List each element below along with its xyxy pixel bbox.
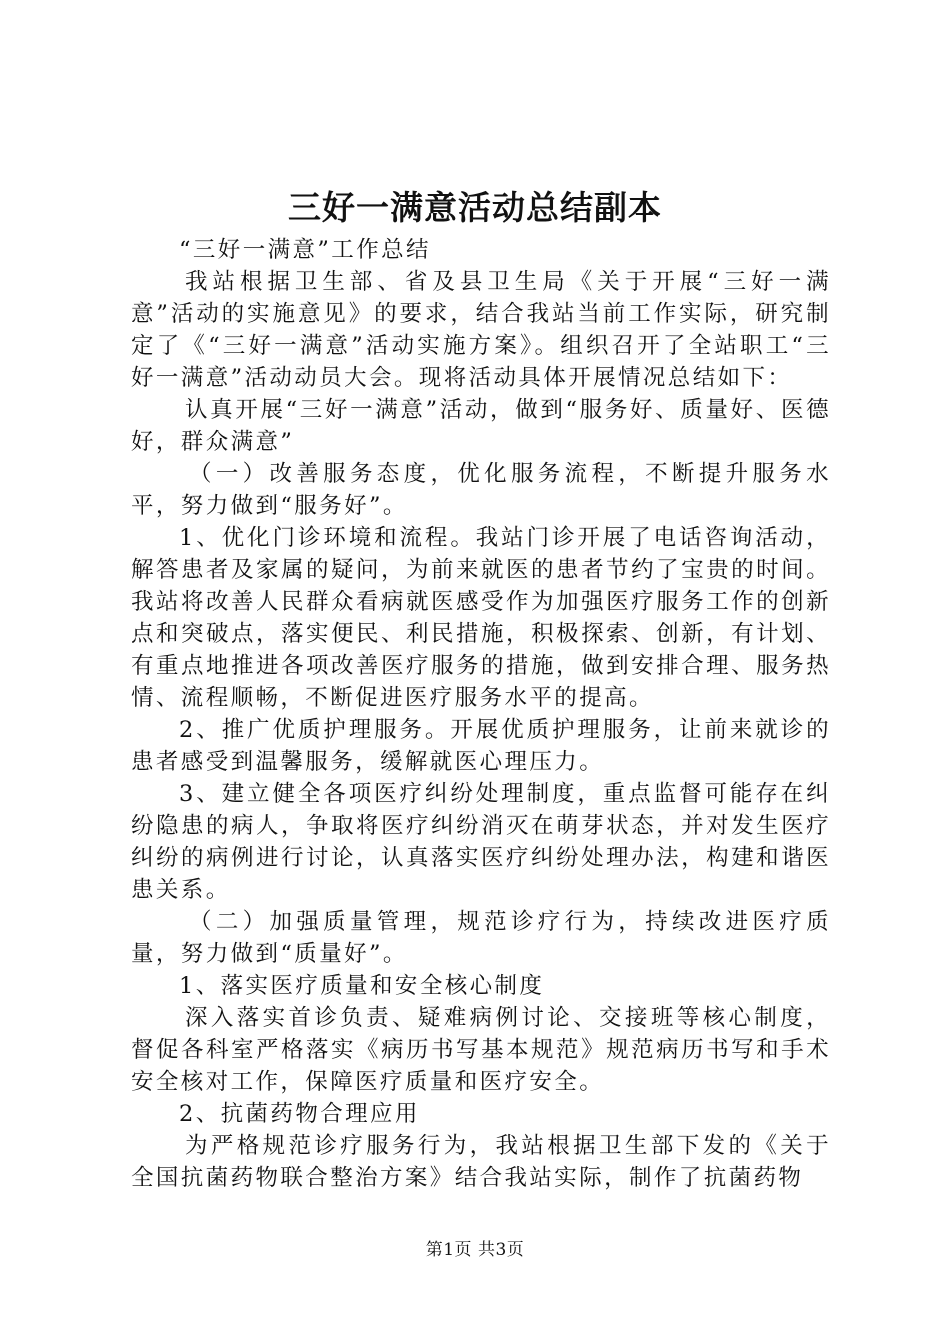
body-paragraph: 为严格规范诊疗服务行为，我站根据卫生部下发的《关于全国抗菌药物联合整治方案》结合我站实际，制作了抗菌药物 [131,1133,831,1191]
subsection-heading: （二）加强质量管理，规范诊疗行为，持续改进医疗质量，努力做到“质量好”。 [131,909,831,967]
numbered-paragraph: 2、推广优质护理服务。开展优质护理服务，让前来就诊的患者感受到温馨服务，缓解就医心理压力。 [131,717,831,775]
document-body [131,234,831,1194]
page-footer: 第1页 共3页 [425,1240,525,1260]
document-title: 三好一满意活动总结副本 [288,188,662,227]
subsection-heading: （一）改善服务态度，优化服务流程，不断提升服务水平，努力做到“服务好”。 [131,461,831,519]
numbered-paragraph: 1、优化门诊环境和流程。我站门诊开展了电话咨询活动，解答患者及家属的疑问，为前来就医的患者节约了宝贵的时间。我站将改善人民群众看病就医感受作为加强医疗服务工作的创新点和突破点，落实便民、利民措施，积极探索、创新，有计划、有重点地推进各项改善医疗服务的措施，做到安排合理、服务热情、流程顺畅，不断促进医疗服务水平的提高。 [131,525,831,711]
body-paragraph: 认真开展“三好一满意”活动，做到“服务好、质量好、医德好，群众满意” [131,397,831,455]
numbered-paragraph: 3、建立健全各项医疗纠纷处理制度，重点监督可能存在纠纷隐患的病人，争取将医疗纠纷消灭在萌芽状态，并对发生医疗纠纷的病例进行讨论，认真落实医疗纠纷处理办法，构建和谐医患关系。 [131,781,831,903]
body-paragraph: 我站根据卫生部、省及县卫生局《关于开展“三好一满意”活动的实施意见》的要求，结合我站当前工作实际，研究制定了《“三好一满意”活动实施方案》。组织召开了全站职工“三好一满意”活动动员大会。现将活动具体开展情况总结如下： [131,269,831,391]
section-heading: “三好一满意”工作总结 [179,237,431,263]
body-paragraph: 深入落实首诊负责、疑难病例讨论、交接班等核心制度，督促各科室严格落实《病历书写基本规范》规范病历书写和手术安全核对工作，保障医疗质量和医疗安全。 [131,1005,831,1095]
numbered-paragraph: 2、抗菌药物合理应用 [179,1101,420,1127]
numbered-paragraph: 1、落实医疗质量和安全核心制度 [179,973,545,999]
